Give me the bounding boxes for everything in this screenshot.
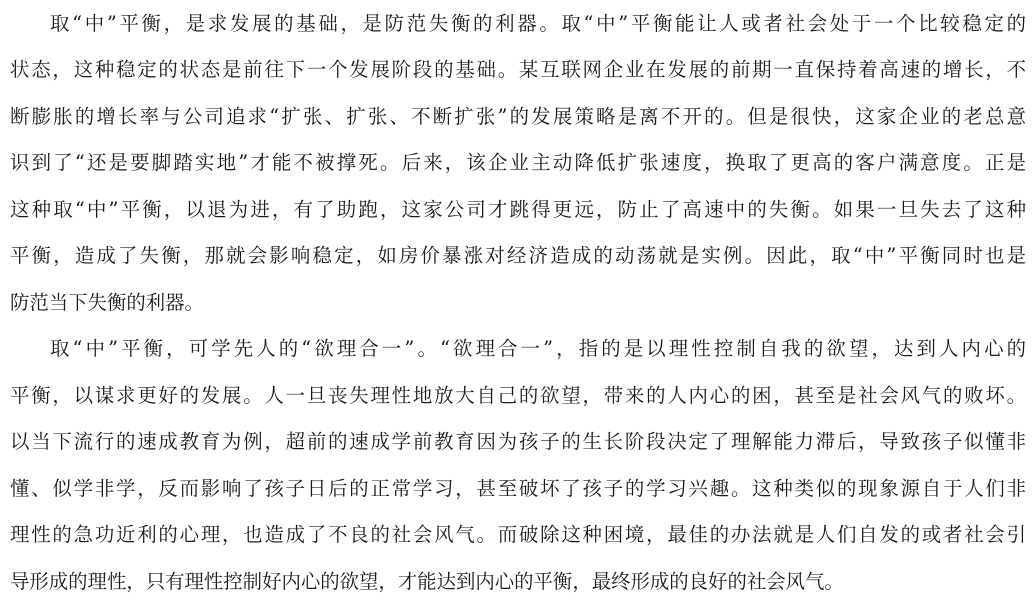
text-line: 平衡，造成了失衡，那就会影响稳定，如房价暴涨对经济造成的动荡就是实例。因此，取“中”平衡同时也是: [10, 244, 1026, 267]
text-line: 取“中”平衡，可学先人的“欲理合一”。“欲理合一”，指的是以理性控制自我的欲望，达到人内心的: [50, 337, 1026, 360]
text-line: 平衡，以谋求更好的发展。人一旦丧失理性地放大自己的欲望，带来的人内心的困，甚至是社会风气的败坏。: [10, 384, 1026, 407]
text-line: 识到了“还是要脚踏实地”才能不被撑死。后来，该企业主动降低扩张速度，换取了更高的客户满意度。正是: [10, 151, 1026, 174]
text-line: 状态，这种稳定的状态是前往下一个发展阶段的基础。某互联网企业在发展的前期一直保持着高速的增长，不: [10, 58, 1026, 81]
text-line: 断膨胀的增长率与公司追求“扩张、扩张、不断扩张”的发展策略是离不开的。但是很快，这家企业的老总意: [10, 105, 1026, 128]
text-line: 以当下流行的速成教育为例，超前的速成学前教育因为孩子的生长阶段决定了理解能力滞后，导致孩子似懂非: [10, 430, 1026, 453]
text-line: 懂、似学非学，反而影响了孩子日后的正常学习，甚至破坏了孩子的学习兴趣。这种类似的现象源自于人们非: [10, 477, 1026, 500]
text-line: 导形成的理性，只有理性控制好内心的欲望，才能达到内心的平衡，最终形成的良好的社会风气。: [10, 570, 844, 593]
text-line: 取“中”平衡，是求发展的基础，是防范失衡的利器。取“中”平衡能让人或者社会处于一个比较稳定的: [50, 12, 1026, 35]
text-line: 理性的急功近利的心理，也造成了不良的社会风气。而破除这种困境，最佳的办法就是人们自发的或者社会引: [10, 523, 1026, 546]
text-line: 防范当下失衡的利器。: [10, 291, 204, 314]
text-line: 这种取“中”平衡，以退为进，有了助跑，这家公司才跳得更远，防止了高速中的失衡。如果一旦失去了这种: [10, 198, 1026, 221]
